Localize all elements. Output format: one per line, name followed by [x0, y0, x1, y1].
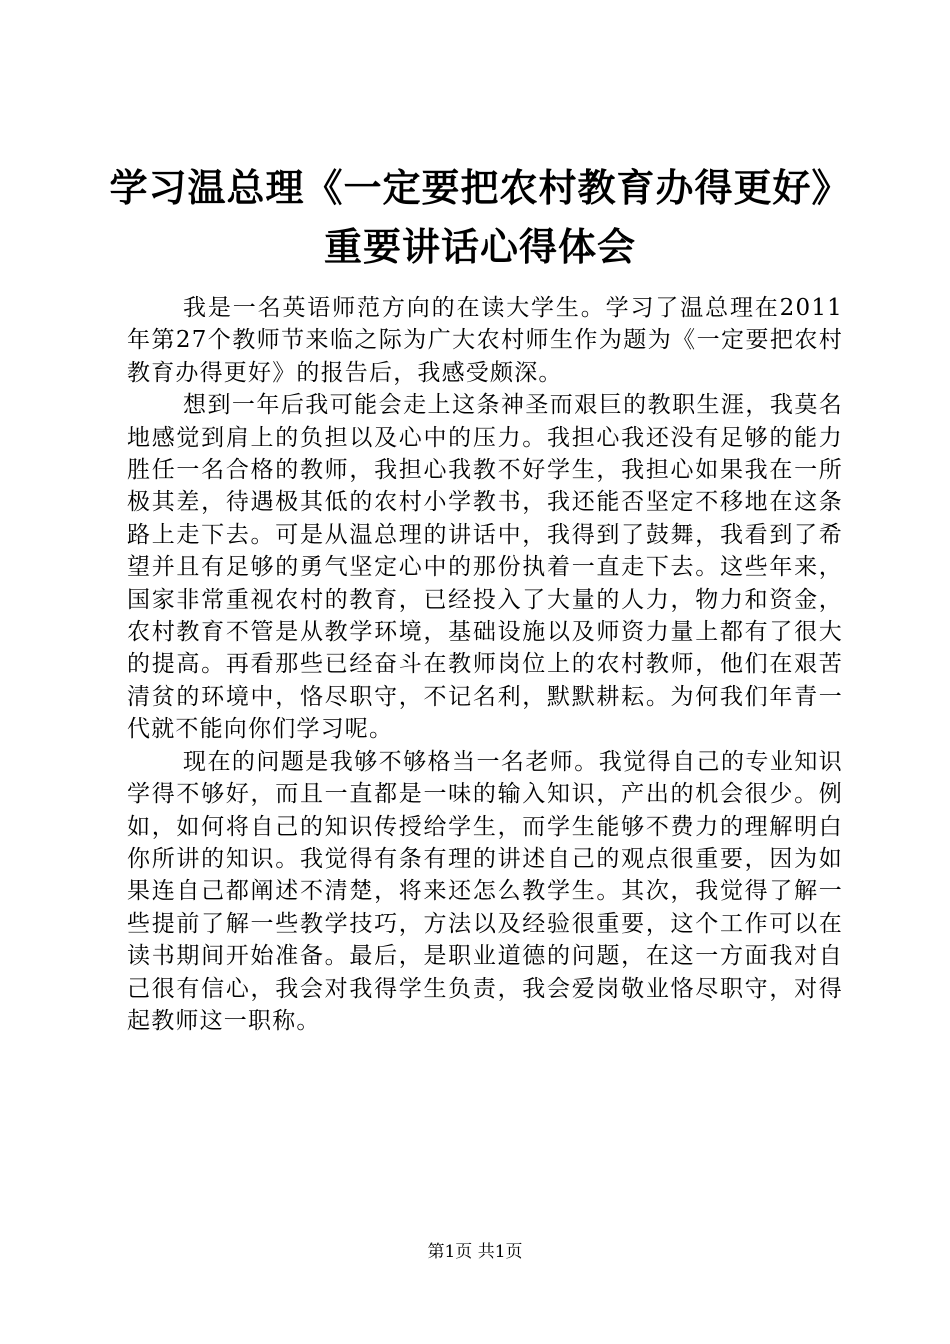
- paragraph-problems: 现在的问题是我够不够格当一名老师。我觉得自己的专业知识学得不够好，而且一直都是一味的输入知识，产出的机会很少。例如，如何将自己的知识传授给学生，而学生能够不费力的理解明白你所讲的知识。我觉得有条有理的讲述自己的观点很重要，因为如果连自己都阐述不清楚，将来还怎么教学生。其次，我觉得了解一些提前了解一些教学技巧，方法以及经验很重要，这个工作可以在读书期间开始准备。最后，是职业道德的问题，在这一方面我对自己很有信心，我会对我得学生负责，我会爱岗敬业恪尽职守，对得起教师这一职称。: [127, 748, 843, 1034]
- document-body: [127, 292, 843, 1037]
- page-footer: 第1页 共1页: [427, 1242, 523, 1262]
- paragraph-reflection: 想到一年后我可能会走上这条神圣而艰巨的教职生涯，我莫名地感觉到肩上的负担以及心中的压力。我担心我还没有足够的能力胜任一名合格的教师，我担心我教不好学生，我担心如果我在一所极其差，待遇极其低的农村小学教书，我还能否坚定不移地在这条路上走下去。可是从温总理的讲话中，我得到了鼓舞，我看到了希望并且有足够的勇气坚定心中的那份执着一直走下去。这些年来，国家非常重视农村的教育，已经投入了大量的人力，物力和资金，农村教育不管是从教学环境，基础设施以及师资力量上都有了很大的提高。再看那些已经奋斗在教师岗位上的农村教师，他们在艰苦清贫的环境中，恪尽职守，不记名利，默默耕耘。为何我们年青一代就不能向你们学习呢。: [127, 392, 843, 743]
- paragraph-intro: 我是一名英语师范方向的在读大学生。学习了温总理在2011年第27个教师节来临之际为广大农村师生作为题为《一定要把农村教育办得更好》的报告后，我感受颇深。: [127, 295, 843, 386]
- document-title: 学习温总理《一定要把农村教育办得更好》重要讲话心得体会: [109, 165, 851, 269]
